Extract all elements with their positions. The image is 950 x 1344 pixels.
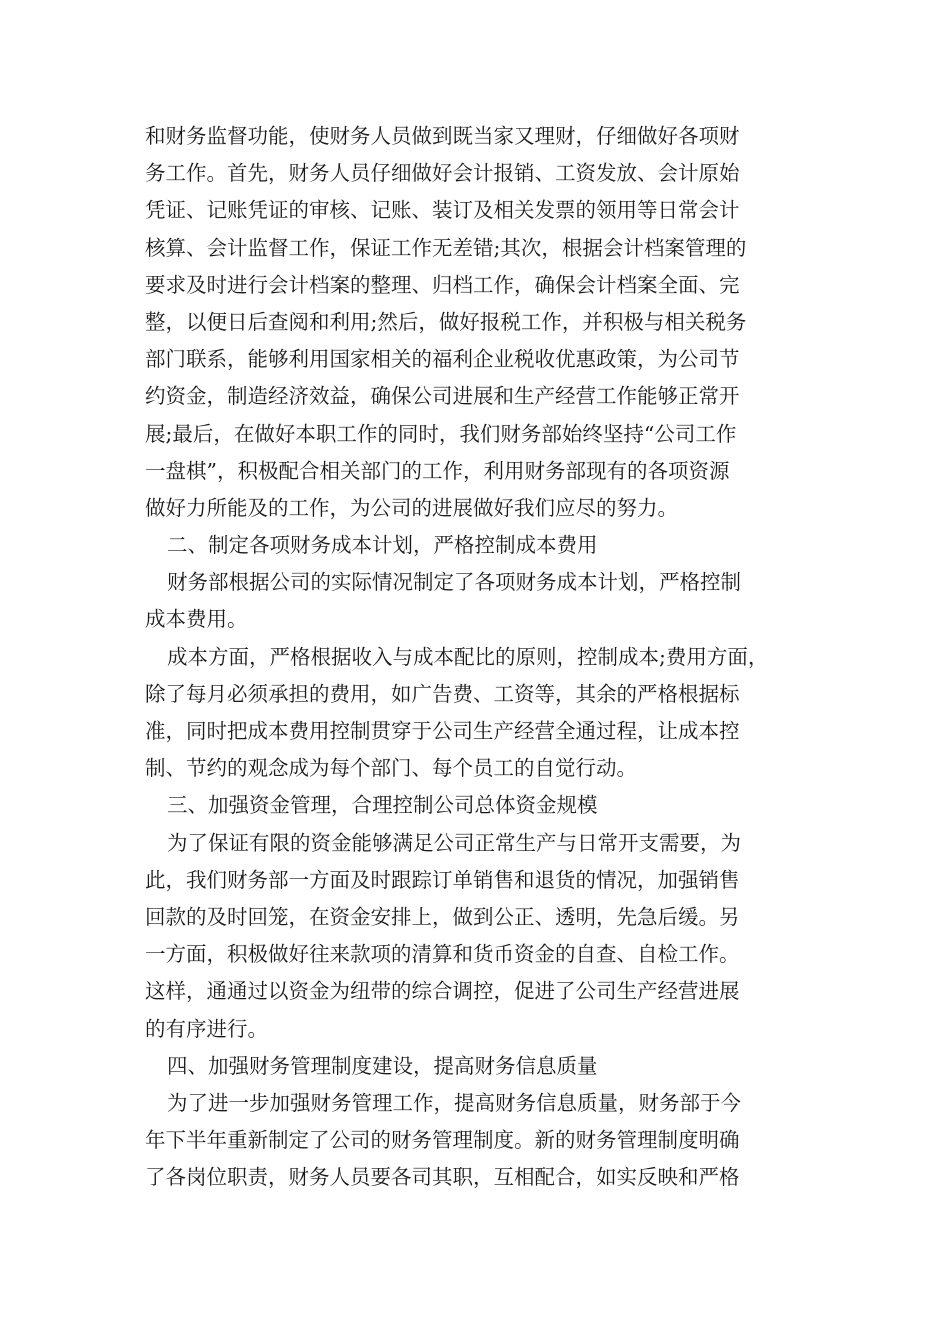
section-heading-3: 三、加强资金管理，合理控制公司总体资金规模 xyxy=(167,793,598,818)
text-line-9: 展;最后，在做好本职工作的同时，我们财务部始终坚持“公司工作 xyxy=(145,421,737,446)
text-line-21: 此，我们财务部一方面及时跟踪订单销售和退货的情况，加强销售 xyxy=(145,867,740,892)
text-line-11: 做好力所能及的工作，为公司的进展做好我们应尽的努力。 xyxy=(145,495,678,520)
text-line-8: 约资金，制造经济效益，确保公司进展和生产经营工作能够正常开 xyxy=(145,384,740,409)
text-line-14: 成本费用。 xyxy=(145,607,248,632)
text-line-5: 要求及时进行会计档案的整理、归档工作，确保会计档案全面、完 xyxy=(145,272,740,297)
text-line-24: 这样，通通过以资金为纽带的综合调控，促进了公司生产经营进展 xyxy=(145,979,740,1004)
text-line-4: 核算、会计监督工作，保证工作无差错;其次，根据会计档案管理的 xyxy=(145,235,747,260)
text-line-17: 准，同时把成本费用控制贯穿于公司生产经营全通过程，让成本控 xyxy=(145,719,740,743)
text-line-22: 回款的及时回笼，在资金安排上，做到公正、透明，先急后缓。另 xyxy=(145,904,740,929)
text-line-29: 了各岗位职责，财务人员要各司其职，互相配合，如实反映和严格 xyxy=(145,1165,740,1190)
section-heading-2: 二、制定各项财务成本计划，严格控制成本费用 xyxy=(167,533,598,558)
text-line-2: 务工作。首先，财务人员仔细做好会计报销、工资发放、会计原始 xyxy=(145,161,740,186)
text-line-23: 一方面，积极做好往来款项的清算和货币资金的自查、自检工作。 xyxy=(145,942,740,967)
document-page xyxy=(145,118,820,1196)
paragraph-start-line: 为了保证有限的资金能够满足公司正常生产与日常开支需要，为 xyxy=(167,830,741,855)
text-line-28: 年下半年重新制定了公司的财务管理制度。新的财务管理制度明确 xyxy=(145,1128,740,1153)
paragraph-start-line: 为了进一步加强财务管理工作，提高财务信息质量，财务部于今 xyxy=(167,1090,741,1115)
section-heading-4: 四、加强财务管理制度建设，提高财务信息质量 xyxy=(167,1053,598,1078)
text-line-3: 凭证、记账凭证的审核、记账、装订及相关发票的领用等日常会计 xyxy=(145,198,740,223)
text-line-18: 制、节约的观念成为每个部门、每个员工的自觉行动。 xyxy=(145,756,637,781)
text-line-25: 的有序进行。 xyxy=(145,1016,268,1041)
text-line-7: 部门联系，能够利用国家相关的福利企业税收优惠政策，为公司节 xyxy=(145,347,740,372)
text-line-10: 一盘棋”，积极配合相关部门的工作，利用财务部现有的各项资源 xyxy=(145,458,730,483)
text-line-6: 整，以便日后查阅和利用;然后，做好报税工作，并积极与相关税务 xyxy=(145,309,747,334)
text-line-16: 除了每月必须承担的费用，如广告费、工资等，其余的严格根据标 xyxy=(145,681,740,706)
paragraph-start-line: 财务部根据公司的实际情况制定了各项财务成本计划，严格控制 xyxy=(167,570,741,595)
text-line-1: 和财务监督功能，使财务人员做到既当家又理财，仔细做好各项财 xyxy=(145,124,740,148)
paragraph-start-line: 成本方面，严格根据收入与成本配比的原则，控制成本;费用方面， xyxy=(167,644,769,669)
